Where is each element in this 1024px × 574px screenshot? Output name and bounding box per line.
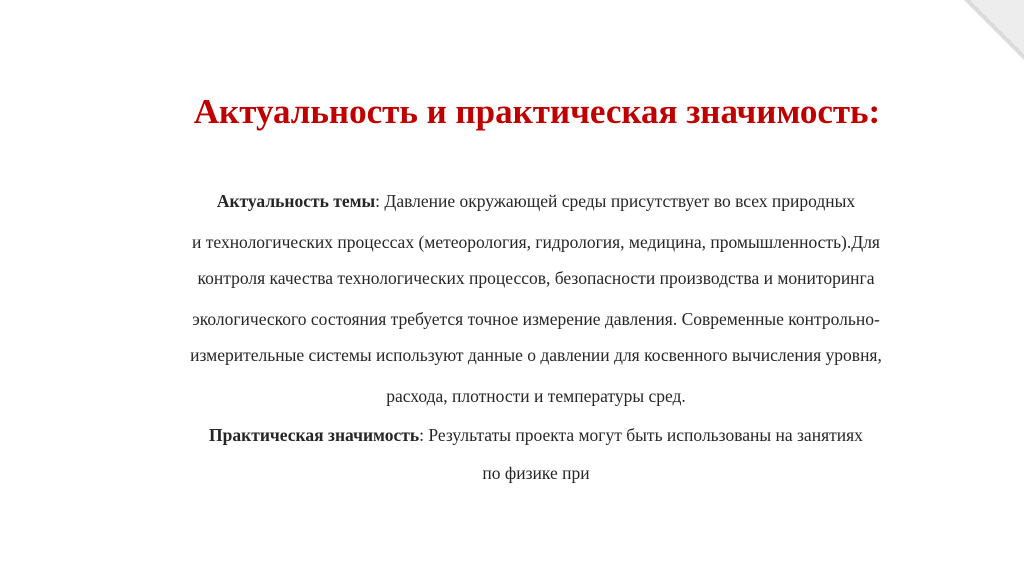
relevance-label: Актуальность темы — [216, 191, 376, 211]
significance-line-1 — [0, 425, 1024, 445]
relevance-line-3: контроля качества технологических процессов, безопасности производства и мониторинга — [197, 268, 875, 288]
relevance-text-1: : Давление окружающей среды присутствует во всех природных — [375, 191, 856, 211]
relevance-line-2: и технологических процессах (метеорология, гидрология, медицина, промышленность).Для — [192, 232, 880, 252]
significance-label: Практическая значимость — [209, 425, 420, 445]
significance-text-1: : Результаты проекта могут быть использованы на занятиях — [419, 425, 863, 445]
significance-line-2: по физике при — [482, 463, 590, 483]
relevance-line-5: измерительные системы используют данные о давлении для косвенного вычисления уровня, — [190, 345, 882, 365]
relevance-line-1 — [0, 191, 1024, 211]
relevance-line-6: расхода, плотности и температуры сред. — [386, 386, 686, 406]
slide-title: Актуальность и практическая значимость: — [193, 92, 881, 131]
relevance-line-4: экологического состояния требуется точное измерение давления. Современные контрольно- — [192, 309, 880, 329]
corner-decoration — [964, 0, 1024, 60]
